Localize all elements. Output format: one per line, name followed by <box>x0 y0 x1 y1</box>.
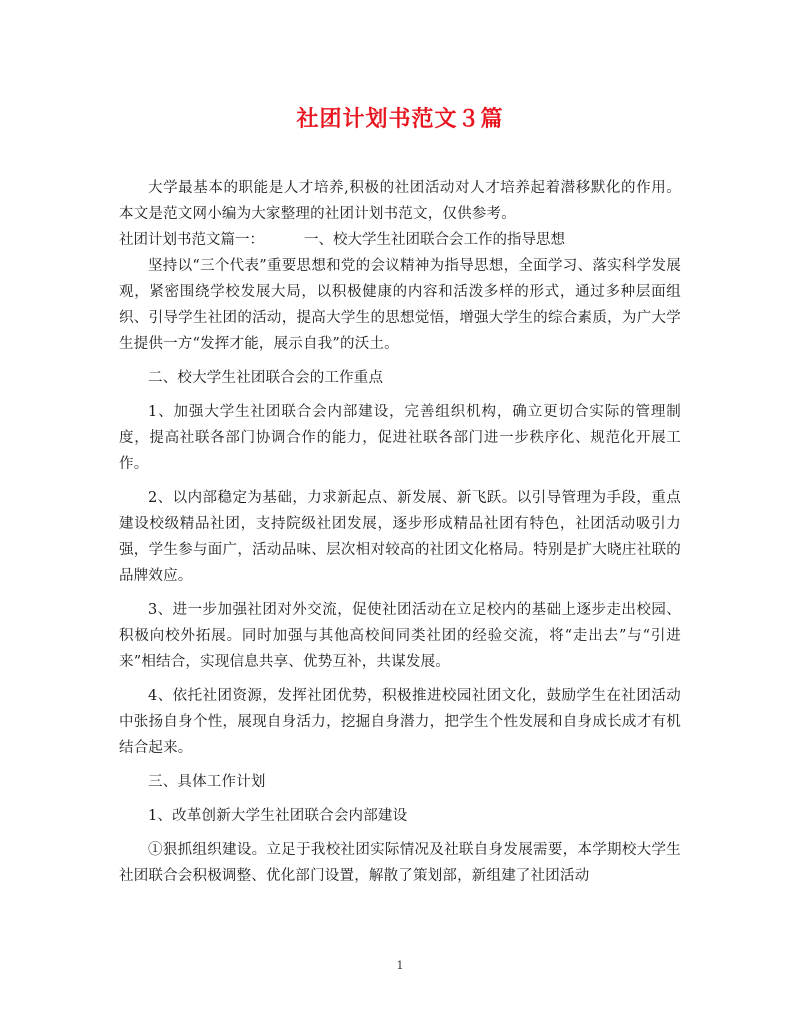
paragraph-focus-1: 1、加强大学生社团联合会内部建设，完善组织机构，确立更切合实际的管理制度，提高社联各部门协调合作的能力，促进社联各部门进一步秩序化、规范化开展工作。 <box>119 404 681 472</box>
section-heading: 一、校大学生社团联合会工作的指导思想 <box>304 232 565 248</box>
paragraph-focus-2: 2、以内部稳定为基础，力求新起点、新发展、新飞跃。以引导管理为手段，重点建设校级精品社团，支持院级社团发展，逐步形成精品社团有特色，社团活动吸引力强，学生参与面广，活动品味、层次相对较高的社团文化格局。特别是扩大晓庄社联的品牌效应。 <box>119 490 681 584</box>
paragraph-focus-4: 4、依托社团资源，发挥社团优势，积极推进校园社团文化，鼓励学生在社团活动中张扬自身个性，展现自身活力，挖掘自身潜力，把学生个性发展和自身成长成才有机结合起来。 <box>119 688 681 756</box>
paragraph-organization: ①狠抓组织建设。立足于我校社团实际情况及社联自身发展需要，本学期校大学生社团联合会积极调整、优化部门设置，解散了策划部，新组建了社团活动 <box>119 842 681 884</box>
section-label: 社团计划书范文篇一： <box>119 232 264 248</box>
page-number: 1 <box>396 959 404 972</box>
paragraph-focus-3: 3、进一步加强社团对外交流，促使社团活动在立足校内的基础上逐步走出校园、积极向校外拓展。同时加强与其他高校间同类社团的经验交流，将“走出去”与“引进来”相结合，实现信息共享、优势互补，共谋发展。 <box>119 602 681 670</box>
heading-plan-1: 1、改革创新大学生社团联合会内部建设 <box>148 808 408 824</box>
heading-work-focus: 二、校大学生社团联合会的工作重点 <box>148 370 384 386</box>
paragraph-guiding-thought: 坚持以“三个代表”重要思想和党的会议精神为指导思想，全面学习、落实科学发展观，紧密围绕学校发展大局，以积极健康的内容和活泼多样的形式，通过多种层面组织、引导学生社团的活动，提高大学生的思想觉悟，增强大学生的综合素质，为广大学生提供一方“发挥才能，展示自我”的沃土。 <box>119 258 681 352</box>
section-line <box>119 227 681 253</box>
document-title: 社团计划书范文３篇 <box>296 106 504 132</box>
document-body <box>119 175 681 889</box>
intro-paragraph: 大学最基本的职能是人才培养,积极的社团活动对人才培养起着潜移默化的作用。本文是范文网小编为大家整理的社团计划书范文，仅供参考。 <box>119 180 681 222</box>
heading-work-plan: 三、具体工作计划 <box>148 774 266 790</box>
